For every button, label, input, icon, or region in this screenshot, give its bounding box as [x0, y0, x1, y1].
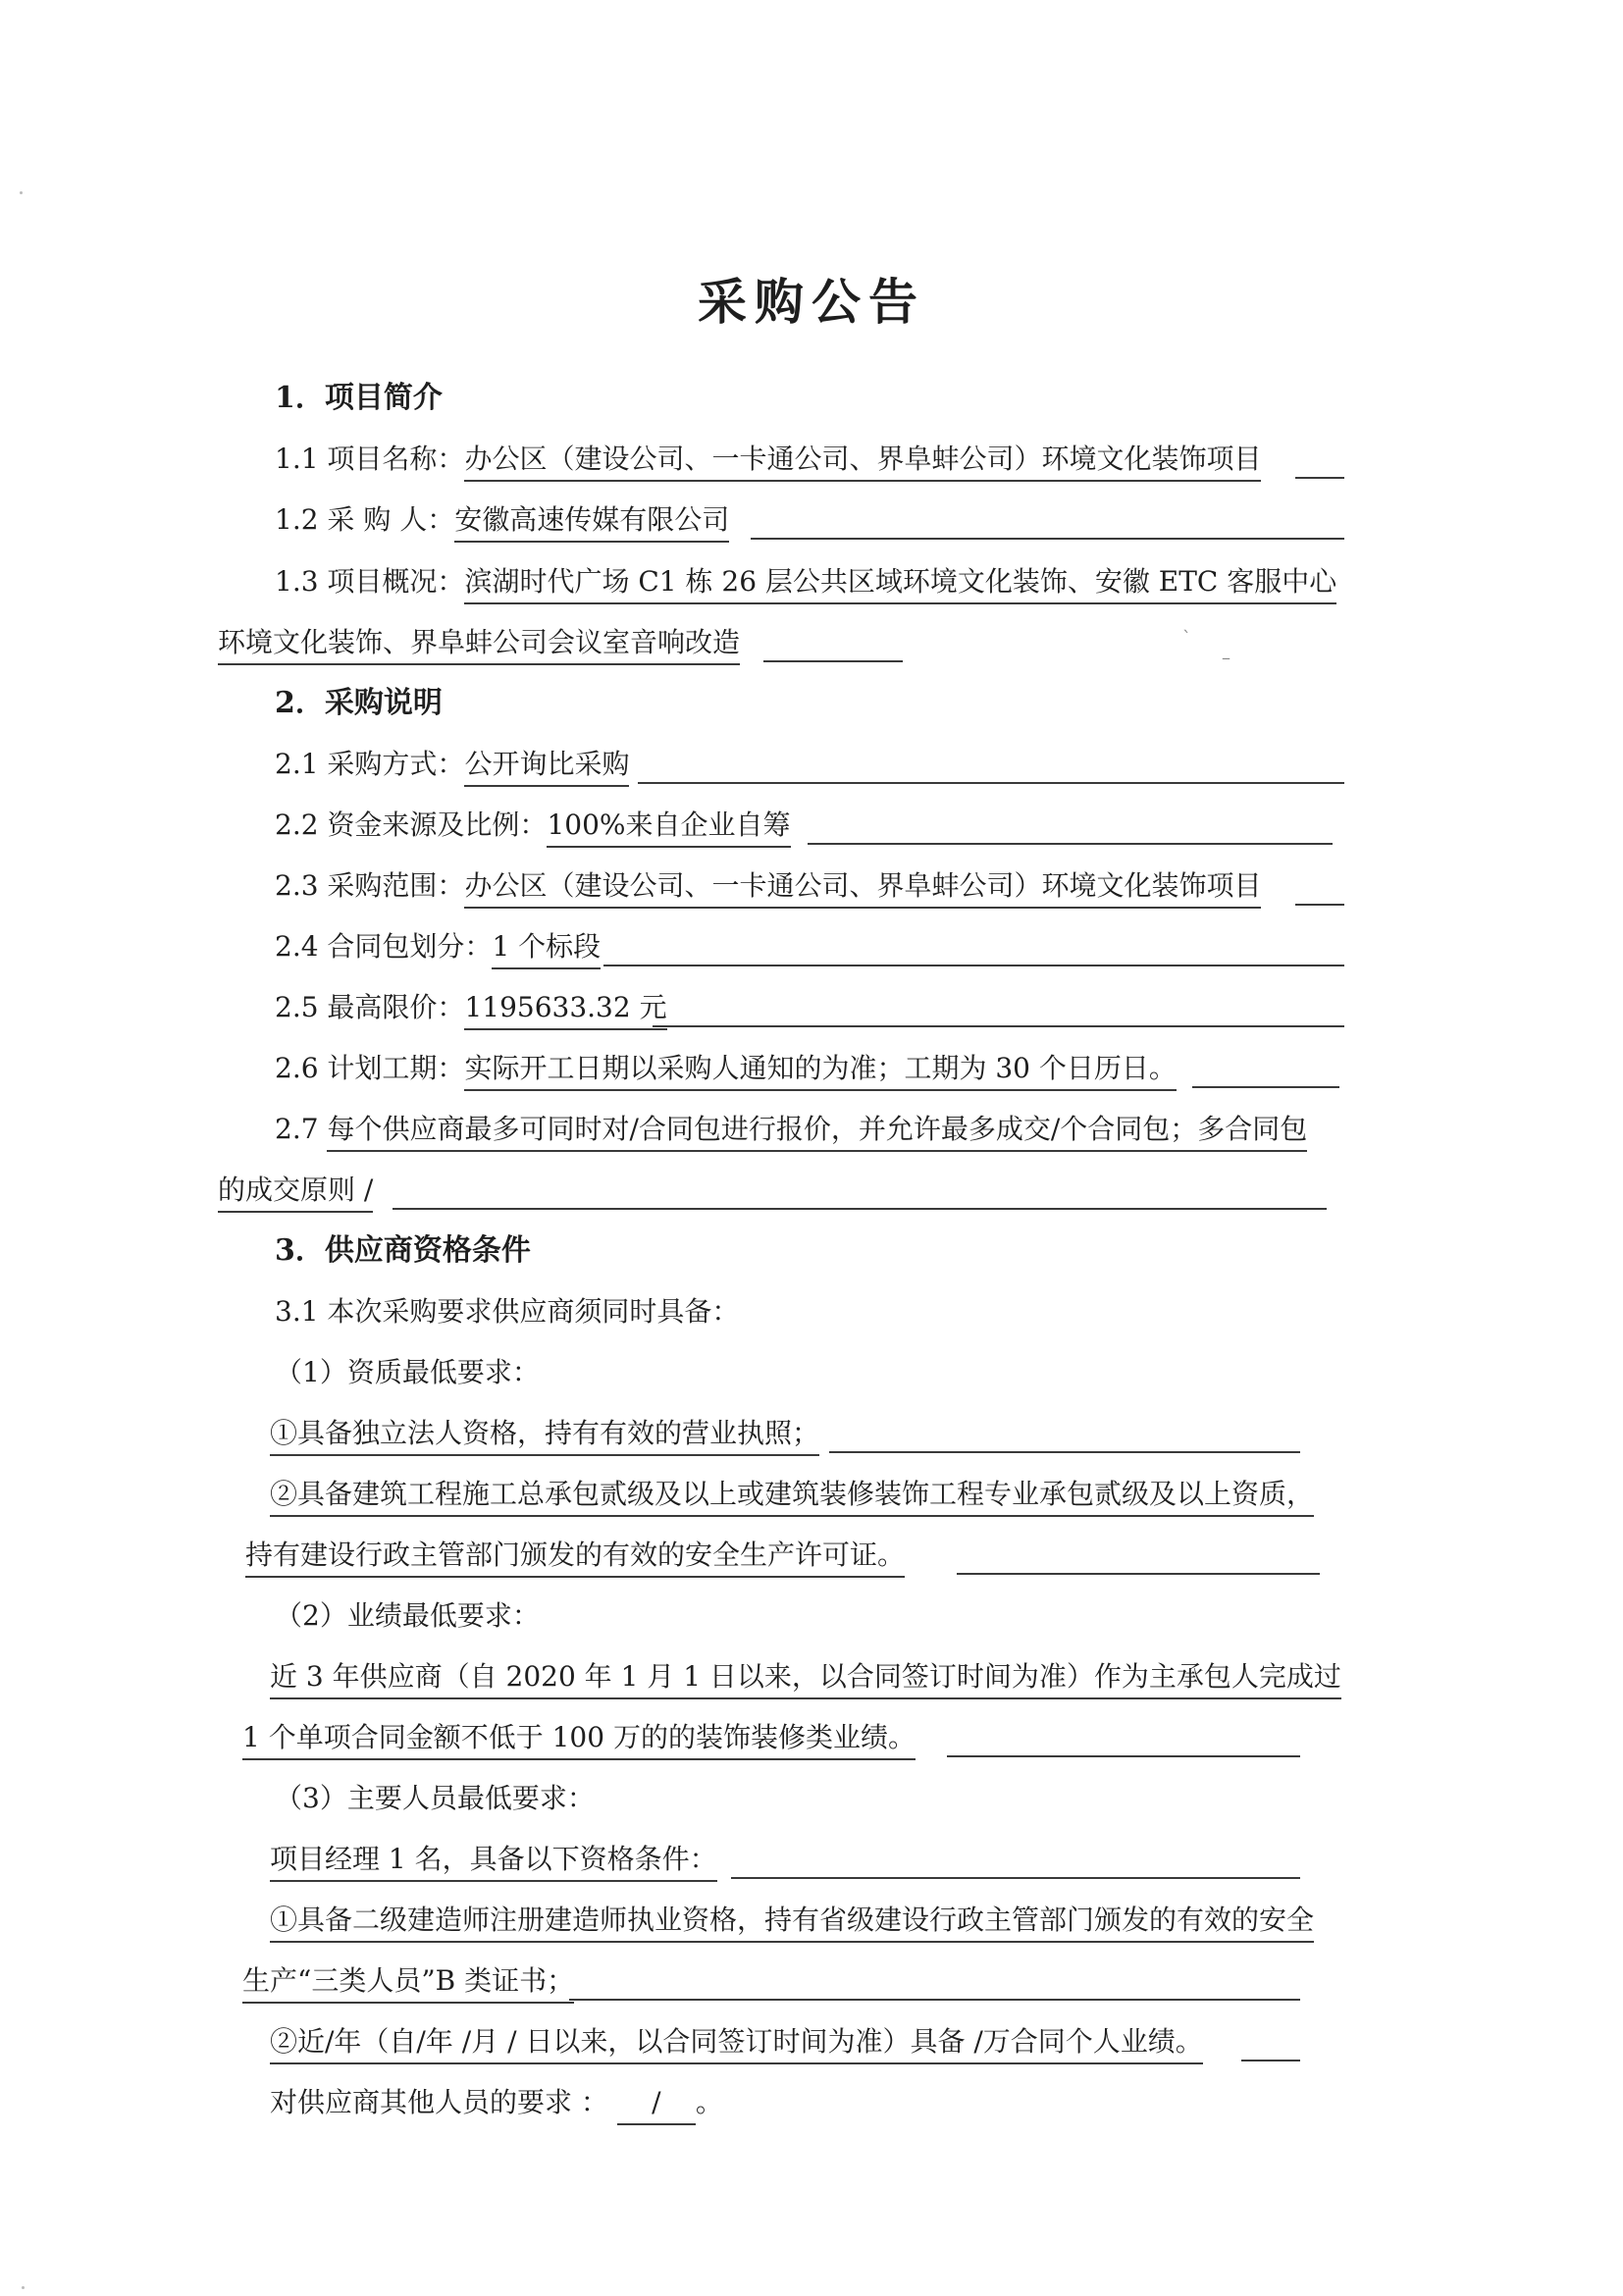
- personnel-req-1-cont: 生产“三类人员”B 类证书；: [242, 1961, 574, 2001]
- underline-fill: [808, 843, 1333, 845]
- project-name-value: 办公区（建设公司、一卡通公司、界阜蚌公司）环境文化装饰项目: [464, 440, 1261, 482]
- procurement-scope-value: 办公区（建设公司、一卡通公司、界阜蚌公司）环境文化装饰项目: [464, 866, 1261, 909]
- section-1-heading: 1．项目简介: [275, 381, 443, 415]
- item-1-3-cont: [218, 623, 740, 662]
- item-2-1: [275, 745, 629, 784]
- item-2-4: [275, 927, 601, 966]
- underline-fill: [1295, 477, 1344, 479]
- underline-fill: [957, 1573, 1320, 1575]
- max-price-value: 1195633.32 元: [464, 988, 666, 1030]
- item-2-4-label: 2.4 合同包划分：: [275, 930, 493, 963]
- underline-fill: [947, 1755, 1300, 1757]
- item-2-7: [275, 1110, 1307, 1149]
- underline-fill: [763, 660, 903, 662]
- overview-value-line2: 环境文化装饰、界阜蚌公司会议室音响改造: [218, 623, 740, 665]
- underline-fill: [751, 538, 1344, 540]
- item-2-6-label: 2.6 计划工期：: [275, 1052, 465, 1084]
- item-1-3: [275, 562, 1336, 601]
- underline-fill: [653, 1025, 1344, 1027]
- section-2-heading: 2．采购说明: [275, 686, 443, 720]
- underline-fill: [829, 1451, 1300, 1453]
- personnel-req-1: ①具备二级建造师注册建造师执业资格，持有省级建设行政主管部门颁发的有效的安全: [270, 1901, 1314, 1940]
- funding-source-value: 100%来自企业自筹: [547, 806, 790, 848]
- item-1-2-label: 1.2 采 购 人：: [275, 503, 455, 536]
- underline-fill: [603, 965, 1344, 966]
- item-2-6: [275, 1049, 1177, 1088]
- item-1-1-label: 1.1 项目名称：: [275, 443, 465, 475]
- qualification-req-2-cont: 持有建设行政主管部门颁发的有效的安全生产许可证。: [245, 1536, 905, 1575]
- item-2-2-label: 2.2 资金来源及比例：: [275, 809, 548, 841]
- item-3-1: 3.1 本次采购要求供应商须同时具备：: [275, 1295, 740, 1328]
- section-3-heading: 3．供应商资格条件: [275, 1233, 531, 1268]
- item-2-7-label: 2.7: [275, 1113, 328, 1145]
- performance-heading: （2）业绩最低要求：: [275, 1599, 540, 1632]
- personnel-heading: （3）主要人员最低要求：: [275, 1782, 595, 1814]
- bidding-rule-line2: 的成交原则 /: [218, 1171, 373, 1213]
- underline-fill: [393, 1208, 1327, 1210]
- purchaser-value: 安徽高速传媒有限公司: [454, 500, 729, 543]
- item-2-5-label: 2.5 最高限价：: [275, 991, 465, 1023]
- item-2-5: [275, 988, 667, 1027]
- other-personnel-label: 对供应商其他人员的要求 ：: [270, 2086, 608, 2118]
- qualification-req-1: ①具备独立法人资格，持有有效的营业执照；: [270, 1414, 819, 1453]
- item-2-3: [275, 866, 1261, 906]
- overview-value-line1: 滨湖时代广场 C1 栋 26 层公共区域环境文化装饰、安徽 ETC 客服中心: [464, 562, 1336, 604]
- planned-duration-value: 实际开工日期以采购人通知的为准；工期为 30 个日历日。: [464, 1049, 1176, 1091]
- bidding-rule-line1: 每个供应商最多可同时对/合同包进行报价，并允许最多成交/个合同包；多合同包: [327, 1110, 1307, 1152]
- personnel-req-2: ②近/年（自/年 /月 / 日以来，以合同签订时间为准）具备 /万合同个人业绩。: [270, 2022, 1203, 2061]
- item-2-7-cont: [218, 1171, 373, 1210]
- underline-fill: [1295, 904, 1344, 906]
- underline-fill: [1192, 1086, 1339, 1088]
- document-page: 采购公告 1．项目简介 1.1 项目名称：办公区（建设公司、一卡通公司、界阜蚌公司）环境文化装饰项目 1.2 采 购 人：安徽高速传媒有限公司 1.3 项目概况：滨湖时代广场 C1 栋 26 层公共区域环境文化装饰、安徽 ETC 客服中心 环境文化装饰、界阜蚌公司会议室音响改造 ˋ – 2．采购说明 2.1 采购方式：公开询比采购 2.2 资金来源及比例：100%来自企业自筹 2.3 采购范围：办公区（建设公司、一卡通公司、界阜蚌公司）环境文化装饰项目 2.4 合同包划分：1 个标段 2.5 最高限价：1195633.32 元 2.6 计划工期：实际开工日期以采购人通知的为准；工期为 30 个日历日。 2.7 每个供应商最多可同时对/合同包进行报价，并允许最多成交/个合同包；多合同包 的成交原则 / 3．供应商资格条件 3.1 本次采购要求供应商须同时具备： （1）资质最低要求： ①具备独立法人资格，持有有效的营业执照； ②具备建筑工程施工总承包贰级及以上或建筑装修装饰工程专业承包贰级及以上资质， 持有建设行政主管部门颁发的有效的安全生产许可证。 （2）业绩最低要求： 近 3 年供应商（自 2020 年 1 月 1 日以来，以合同签订时间为准）作为主承包人完成过 1 个单项合同金额不低于 100 万的的装饰装修类业绩。 （3）主要人员最低要求： 项目经理 1 名，具备以下资格条件： ①具备二级建造师注册建造师执业资格，持有省级建设行政主管部门颁发的有效的安全 生产“三类人员”B 类证书； ②近/年（自/年 /月 / 日以来，以合同签订时间为准）具备 /万合同个人业绩。 对供应商其他人员的要求 ： /。: [0, 0, 1623, 2296]
- item-1-3-label: 1.3 项目概况：: [275, 565, 465, 598]
- item-2-2: [275, 806, 791, 845]
- other-personnel-value: /: [617, 2083, 696, 2125]
- underline-fill: [638, 782, 1344, 784]
- document-title: 采购公告: [698, 273, 925, 331]
- project-manager-line: 项目经理 1 名，具备以下资格条件：: [270, 1840, 717, 1879]
- item-1-2: [275, 500, 729, 540]
- underline-fill: [731, 1877, 1300, 1879]
- qualification-req-2: ②具备建筑工程施工总承包贰级及以上或建筑装修装饰工程专业承包贰级及以上资质，: [270, 1475, 1314, 1514]
- procurement-method-value: 公开询比采购: [464, 745, 629, 787]
- performance-line-1: 近 3 年供应商（自 2020 年 1 月 1 日以来，以合同签订时间为准）作为主承包人完成过: [270, 1657, 1341, 1696]
- qualification-heading: （1）资质最低要求：: [275, 1356, 540, 1388]
- other-personnel-requirement: 对供应商其他人员的要求 ： /。: [270, 2083, 723, 2122]
- performance-line-2: 1 个单项合同金额不低于 100 万的的装饰装修类业绩。: [242, 1718, 916, 1757]
- underline-fill: [569, 1999, 1300, 2001]
- contract-package-value: 1 个标段: [492, 927, 601, 969]
- item-2-3-label: 2.3 采购范围：: [275, 869, 465, 902]
- item-2-1-label: 2.1 采购方式：: [275, 748, 465, 780]
- underline-fill: [1241, 2060, 1300, 2061]
- item-1-1: [275, 440, 1261, 479]
